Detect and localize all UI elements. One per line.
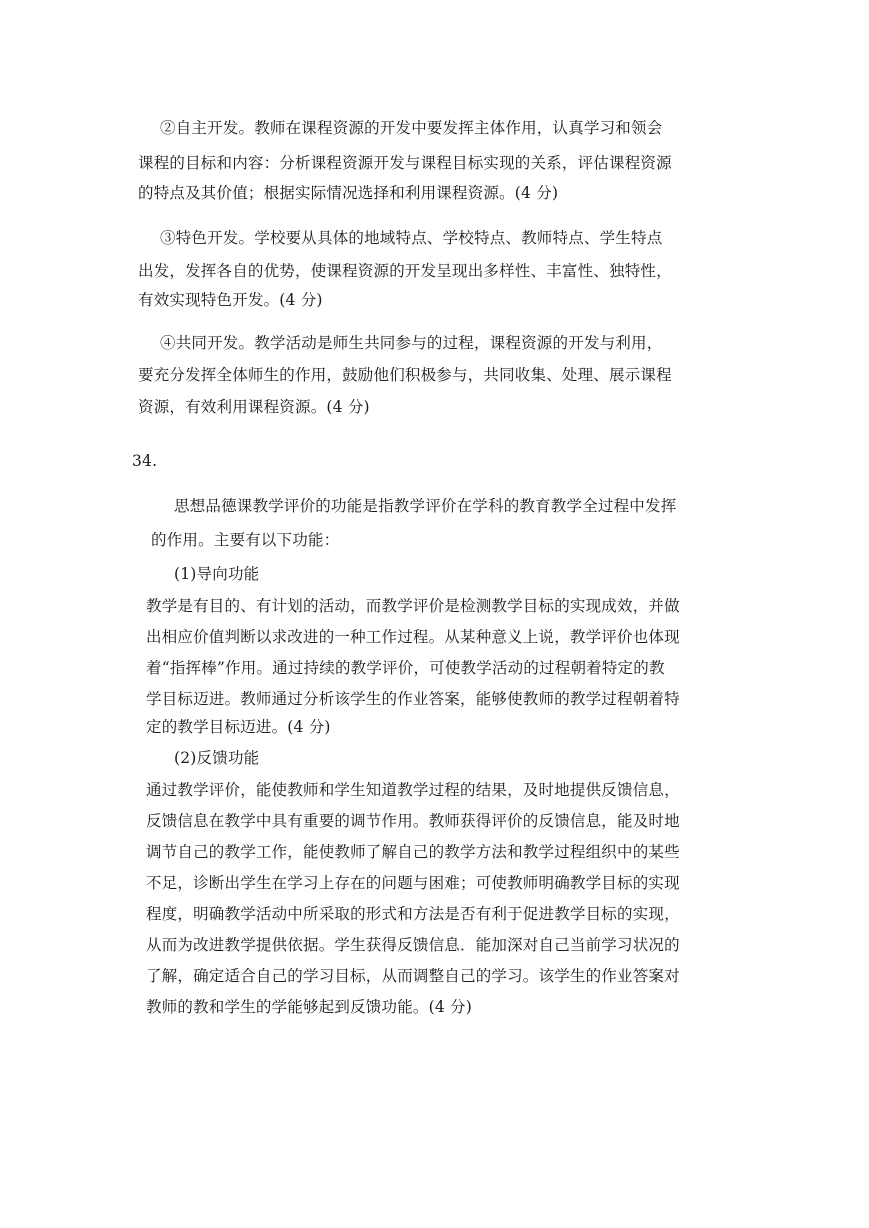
body-2-line-6: 从而为改进教学提供依据。学生获得反馈信息．能加深对自己当前学习状况的 [146, 936, 680, 954]
para-3-line-2: 出发，发挥各自的优势，使课程资源的开发呈现出多样性、丰富性、独特性， [138, 262, 672, 280]
para-2-line-1: ②自主开发。教师在课程资源的开发中要发挥主体作用，认真学习和领会 [160, 119, 663, 137]
para-2-line-3: 的特点及其价值；根据实际情况选择和利用课程资源。(4 分) [138, 184, 559, 202]
body-1-line-2: 出相应价值判断以求改进的一种工作过程。从某种意义上说，教学评价也体现 [146, 628, 680, 646]
body-2-line-7: 了解，确定适合自己的学习目标，从而调整自己的学习。该学生的作业答案对 [146, 967, 680, 985]
body-1-line-5: 定的教学目标迈进。(4 分) [146, 718, 331, 736]
body-2-line-8: 教师的教和学生的学能够起到反馈功能。(4 分) [146, 998, 472, 1016]
para-4-line-2: 要充分发挥全体师生的作用，鼓励他们积极参与，共同收集、处理、展示课程 [138, 366, 672, 384]
para-3-line-3: 有效实现特色开发。(4 分) [138, 291, 323, 309]
body-2-line-5: 程度，明确教学活动中所采取的形式和方法是否有利于促进教学目标的实现， [146, 905, 680, 923]
body-1-line-3: 着“指挥棒”作用。通过持续的教学评价，可使教学活动的过程朝着特定的教 [146, 659, 665, 677]
body-2-line-1: 通过教学评价，能使教师和学生知道教学过程的结果，及时地提供反馈信息， [146, 781, 680, 799]
body-1-line-1: 教学是有目的、有计划的活动，而教学评价是检测教学目标的实现成效，并做 [146, 597, 680, 615]
body-2-line-3: 调节自己的教学工作，能使教师了解自己的教学方法和教学过程组织中的某些 [146, 843, 680, 861]
intro-line-1: 思想品德课教学评价的功能是指教学评价在学科的教育教学全过程中发挥 [174, 497, 677, 515]
body-2-line-2: 反馈信息在教学中具有重要的调节作用。教师获得评价的反馈信息，能及时地 [146, 812, 680, 830]
para-4-line-1: ④共同开发。教学活动是师生共同参与的过程，课程资源的开发与利用， [160, 334, 663, 352]
para-4-line-3: 资源，有效利用课程资源。(4 分) [138, 398, 370, 416]
body-2-line-4: 不足，诊断出学生在学习上存在的问题与困难；可使教师明确教学目标的实现 [146, 874, 680, 892]
body-1-line-4: 学目标迈进。教师通过分析该学生的作业答案，能够使教师的教学过程朝着特 [146, 690, 680, 708]
question-number: 34. [132, 452, 158, 470]
intro-line-2: 的作用。主要有以下功能： [151, 531, 340, 549]
para-3-line-1: ③特色开发。学校要从具体的地域特点、学校特点、教师特点、学生特点 [160, 229, 663, 247]
para-2-line-2: 课程的目标和内容：分析课程资源开发与课程目标实现的关系，评估课程资源 [138, 154, 672, 172]
heading-guiding-function: (1)导向功能 [174, 565, 260, 583]
heading-feedback-function: (2)反馈功能 [174, 749, 260, 767]
